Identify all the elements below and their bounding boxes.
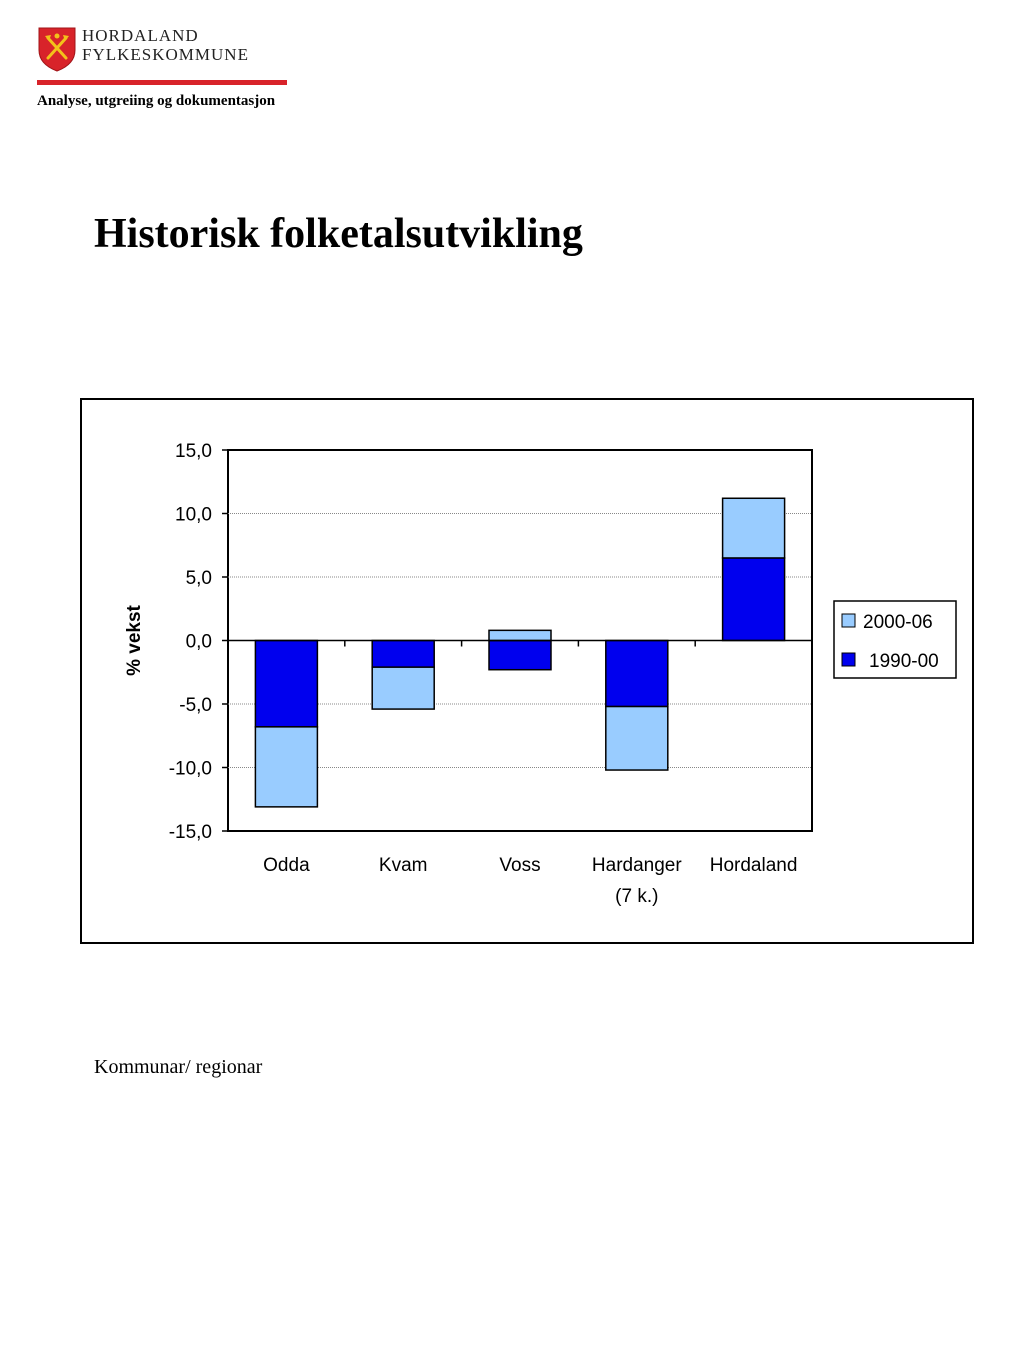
- x-tick-label: (7 k.): [615, 886, 659, 907]
- org-line-1: HORDALAND: [82, 26, 199, 45]
- y-tick-label: -10,0: [168, 758, 212, 780]
- bar-2000-06-3: [606, 707, 668, 771]
- bar-1990-00-2: [489, 641, 551, 670]
- legend-swatch-1990-00: [842, 653, 855, 666]
- header-divider: [37, 80, 287, 85]
- bar-1990-00-4: [723, 558, 785, 641]
- bar-1990-00-0: [255, 641, 317, 727]
- y-tick-label: 10,0: [175, 504, 212, 526]
- bar-2000-06-1: [372, 667, 434, 709]
- legend-label-1990-00: 1990-00: [869, 651, 939, 672]
- organization-name: [82, 26, 249, 64]
- x-tick-label: Odda: [263, 855, 310, 876]
- bar-2000-06-2: [489, 630, 551, 640]
- x-tick-label: Voss: [499, 855, 541, 876]
- bar-chart: [80, 398, 974, 944]
- bar-2000-06-0: [255, 727, 317, 807]
- x-tick-label: Hardanger: [591, 855, 682, 876]
- legend-label-2000-06: 2000-06: [863, 612, 933, 633]
- bar-1990-00-1: [372, 641, 434, 668]
- y-tick-label: 0,0: [185, 631, 212, 653]
- caption: Kommunar/ regionar: [94, 1056, 263, 1078]
- bar-2000-06-4: [723, 498, 785, 558]
- y-axis-title: % vekst: [124, 605, 145, 676]
- y-tick-label: -5,0: [179, 695, 212, 716]
- page-title: Historisk folketalsutvikling: [94, 211, 583, 257]
- org-line-2: FYLKESKOMMUNE: [82, 45, 249, 64]
- y-tick-label: 5,0: [185, 568, 212, 589]
- x-tick-label: Hordaland: [709, 855, 798, 876]
- legend-swatch-2000-06: [842, 614, 855, 627]
- department-subtitle: Analyse, utgreiing og dokumentasjon: [37, 93, 276, 109]
- bar-1990-00-3: [606, 641, 668, 707]
- coat-of-arms-logo: [37, 26, 77, 72]
- x-tick-label: Kvam: [378, 855, 428, 876]
- y-tick-label: -15,0: [168, 822, 212, 843]
- y-tick-label: 15,0: [175, 441, 212, 462]
